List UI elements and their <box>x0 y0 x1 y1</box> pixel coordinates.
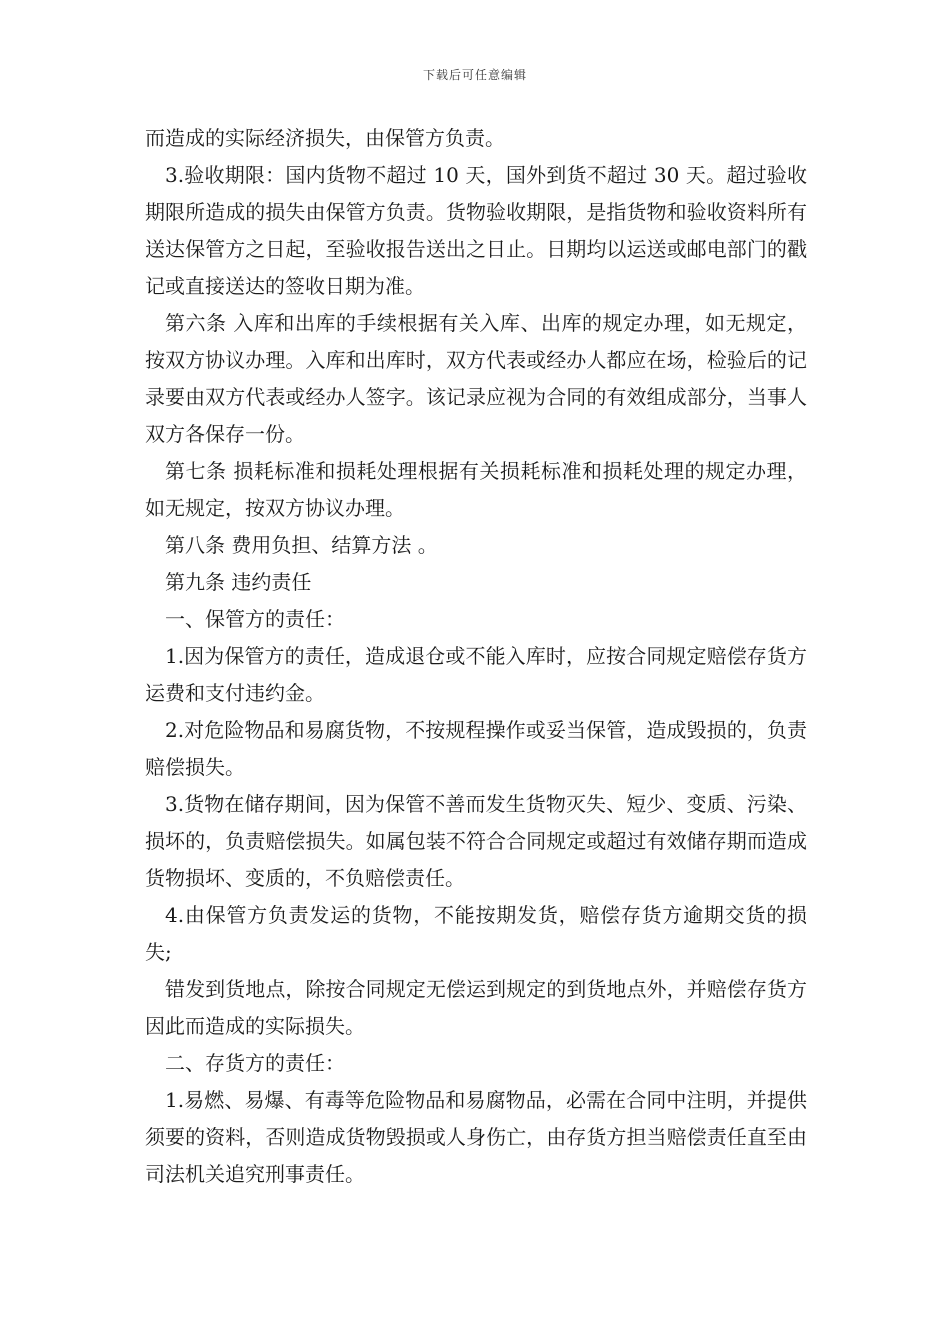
list-item-custodian-3: 3.货物在储存期间，因为保管不善而发生货物灭失、短少、变质、污染、损坏的，负责赔偿损失。如属包装不符合合同规定或超过有效储存期而造成货物损坏、变质的，不负赔偿责任。 <box>145 792 807 890</box>
paragraph-article-7: 第七条 损耗标准和损耗处理根据有关损耗标准和损耗处理的规定办理，如无规定，按双方协议办理。 <box>145 459 807 520</box>
section-custodian-responsibility: 一、保管方的责任： <box>165 607 345 631</box>
paragraph-article-8: 第八条 费用负担、结算方法 。 <box>165 533 438 557</box>
paragraph-loss-responsibility: 而造成的实际经济损失，由保管方负责。 <box>145 126 505 150</box>
list-item-custodian-1: 1.因为保管方的责任，造成退仓或不能入库时，应按合同规定赔偿存货方运费和支付违约金。 <box>145 644 807 705</box>
document-body <box>145 120 807 1193</box>
page-header: 下载后可任意编辑 <box>422 68 527 82</box>
paragraph-article-9: 第九条 违约责任 <box>165 570 312 594</box>
list-item-depositor-1: 1.易燃、易爆、有毒等危险物品和易腐物品，必需在合同中注明，并提供须要的资料，否则造成货物毁损或人身伤亡，由存货方担当赔偿责任直至由司法机关追究刑事责任。 <box>145 1088 807 1186</box>
list-item-custodian-4: 4.由保管方负责发运的货物，不能按期发货，赔偿存货方逾期交货的损失; <box>145 903 807 964</box>
paragraph-article-6: 第六条 入库和出库的手续根据有关入库、出库的规定办理，如无规定，按双方协议办理。入库和出库时，双方代表或经办人都应在场，检验后的记录要由双方代表或经办人签字。该记录应视为合同的有效组成部分，当事人双方各保存一份。 <box>145 311 807 446</box>
list-item-custodian-2: 2.对危险物品和易腐货物，不按规程操作或妥当保管，造成毁损的，负责赔偿损失。 <box>145 718 807 779</box>
paragraph-inspection-period: 3.验收期限：国内货物不超过 10 天，国外到货不超过 30 天。超过验收期限所造成的损失由保管方负责。货物验收期限，是指货物和验收资料所有送达保管方之日起，至验收报告送出之日止。日期均以运送或邮电部门的戳记或直接送达的签收日期为准。 <box>145 163 807 298</box>
paragraph-wrong-delivery: 错发到货地点，除按合同规定无偿运到规定的到货地点外，并赔偿存货方因此而造成的实际损失。 <box>145 977 807 1038</box>
section-depositor-responsibility: 二、存货方的责任： <box>165 1051 345 1075</box>
